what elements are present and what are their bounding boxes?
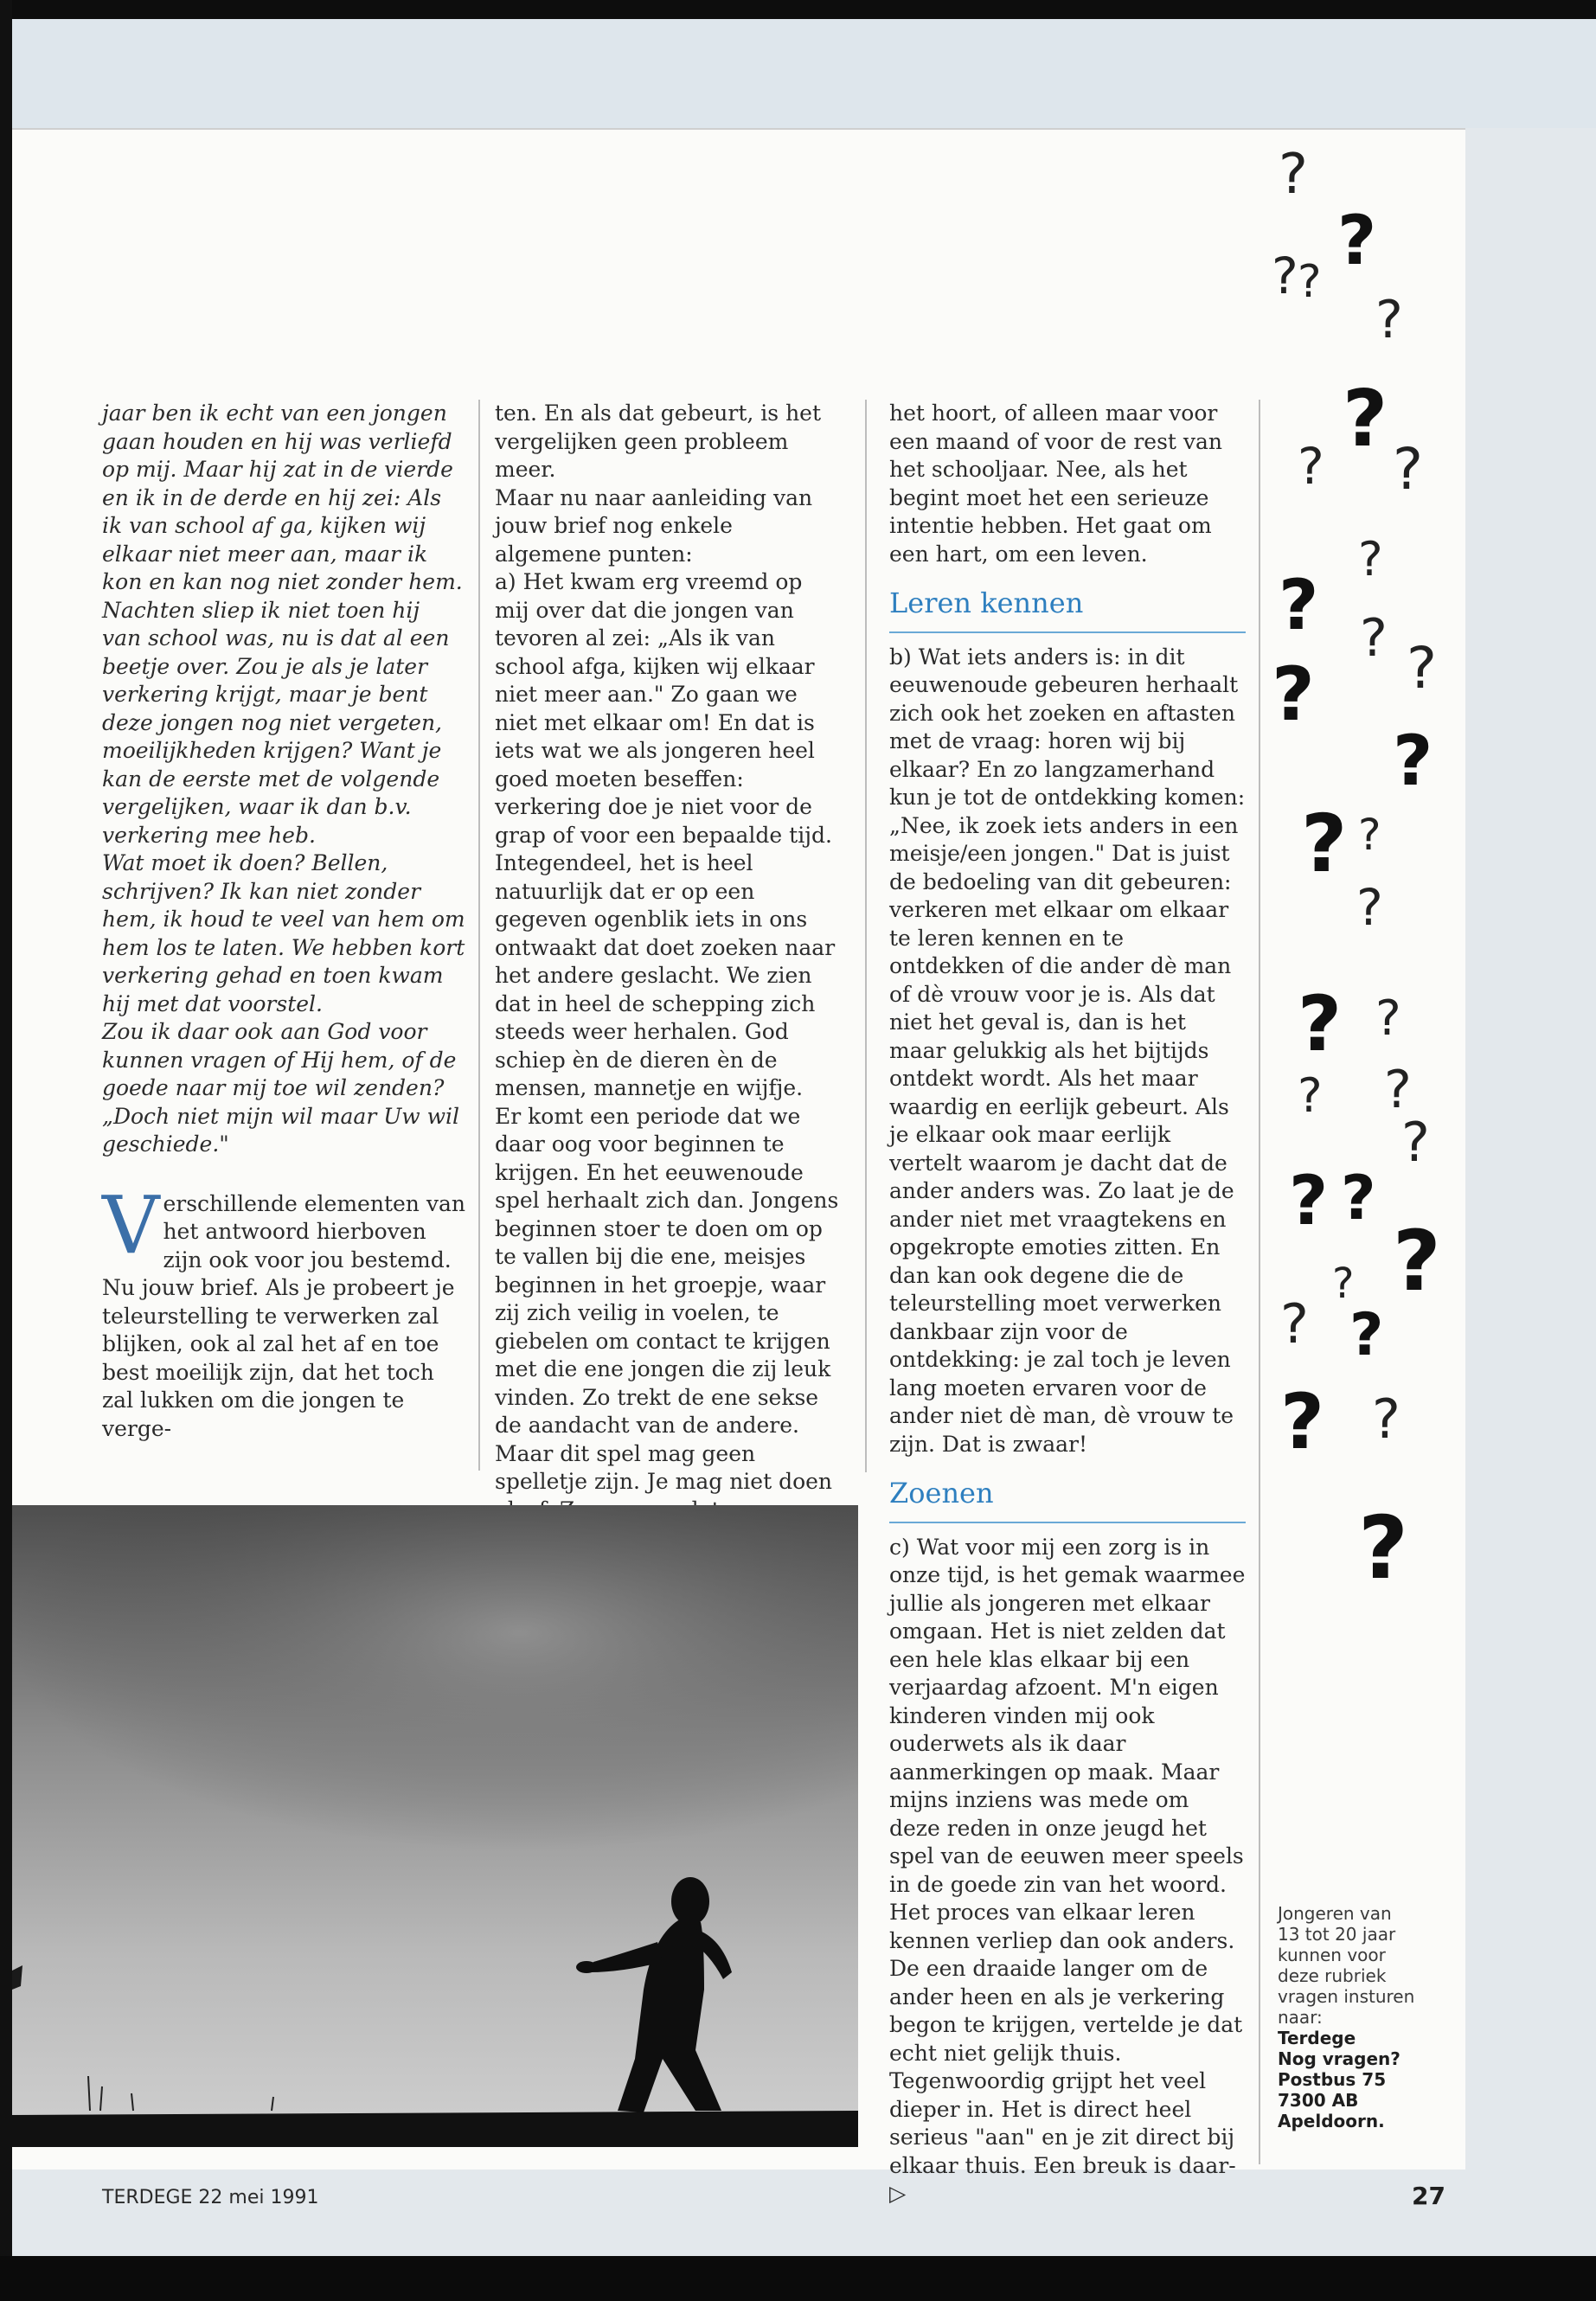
question-mark-icon: ?: [1393, 721, 1433, 801]
column-1: [102, 400, 465, 1443]
body-paragraph: Maar nu naar aanleiding van jouw brief nog enkele algemene punten:: [495, 484, 813, 567]
question-mark-icon: ?: [1279, 565, 1319, 645]
question-mark-icon: ?: [1372, 1388, 1401, 1451]
question-mark-icon: ?: [1384, 1060, 1412, 1120]
continue-arrow-icon: ▷: [889, 2181, 907, 2206]
scan-top-band: [12, 19, 1596, 128]
question-mark-icon: ?: [1407, 635, 1438, 702]
body-text: c) Wat voor mij een zorg is in onze tijd, is het gemak waarmee jullie als jongeren met elkaar omgaan. Het is niet zelden dat een hele klas elkaar bij een verjaardag afzoent. M'n eigen kinderen vinden mij ook ouderwets als ik daar aanmerkingen op maak. Maar mijns inziens was mede om deze reden in onze jeugd het spel van de eeuwen meer speels in de goede zin van het woord. Het proces van elkaar leren kennen verliep dan ook anders. De een draaide langer om de ander heen en als je verkering begon te krijgen, vertelde je dat echt niet gelijk thuis. Tegenwoordig grijpt het veel dieper in. Het is direct heel serieus "aan" en je zit direct bij elkaar thuis. Een breuk is daar-: [889, 1534, 1246, 2178]
drop-cap: V: [102, 1178, 160, 1272]
question-mark-icon: ?: [1301, 798, 1348, 890]
column-divider: [478, 400, 480, 1471]
scan-edge-top: [0, 0, 1596, 19]
answer-lead-paragraph: [102, 1178, 465, 1444]
question-mark-icon: ?: [1358, 1497, 1409, 1599]
question-mark-icon: ?: [1298, 979, 1343, 1068]
silhouette-photo: [12, 1505, 858, 2147]
question-mark-icon: ?: [1360, 608, 1388, 669]
question-mark-icon: ?: [1298, 1068, 1323, 1123]
question-mark-icon: ?: [1289, 1163, 1329, 1240]
column-3: [889, 400, 1246, 2208]
column-divider: [1259, 400, 1260, 2164]
question-mark-icon: ?: [1298, 437, 1324, 496]
subheading-zoenen: Zoenen: [889, 1477, 994, 1509]
address-line: Terdege: [1278, 2028, 1356, 2048]
question-mark-icon: ?: [1393, 1213, 1441, 1310]
question-mark-icon: ?: [1349, 1301, 1384, 1369]
question-mark-decoration: [1263, 138, 1471, 1599]
question-mark-icon: ?: [1341, 1163, 1376, 1234]
question-mark-icon: ?: [1272, 247, 1298, 305]
subheading-rule: [889, 631, 1246, 633]
answer-lead-text: erschillende elementen van het antwoord hierboven zijn ook voor jou bestemd. Nu jouw brief. Als je probeert je teleurstelling te verwerken zal blijken, ook al zal het af en toe best moeilijk zijn, dat het toch zal lukken om die jongen te verge-: [102, 1190, 465, 1441]
question-paragraph: Zou ik daar ook aan God voor kunnen vragen of Hij hem, of de goede naar mij toe wil zenden? „Doch niet mijn wil maar Uw wil geschiede.": [102, 1019, 460, 1157]
clouds: [12, 1505, 858, 1868]
address-line: Nog vragen?: [1278, 2048, 1401, 2069]
page-number: 27: [1412, 2182, 1445, 2210]
body-paragraph: [889, 1534, 1246, 2208]
body-paragraph: het hoort, of alleen maar voor een maand of voor de rest van het schooljaar. Nee, als het begint moet het een serieuze intentie hebben. Het gaat om een hart, om een leven.: [889, 401, 1223, 567]
contact-text: Jongeren van 13 tot 20 jaar kunnen voor deze rubriek vragen insturen naar:: [1278, 1903, 1415, 2028]
question-mark-icon: ?: [1332, 1259, 1355, 1308]
question-mark-icon: ?: [1356, 878, 1383, 937]
question-mark-icon: ?: [1343, 374, 1388, 465]
address-line: Postbus 75: [1278, 2069, 1387, 2090]
photo-illustration: [12, 1505, 858, 2147]
contact-box: [1278, 1903, 1416, 2131]
question-mark-icon: ?: [1358, 810, 1381, 860]
scan-edge-left: [0, 0, 12, 2301]
question-mark-icon: ?: [1298, 256, 1322, 308]
question-paragraph: Wat moet ik doen? Bellen, schrijven? Ik kan niet zonder hem, ik houd te veel van hem om hem los te laten. We hebben kort verkering gehad en toen kwam hij met dat voorstel.: [102, 850, 465, 1016]
subheading-rule: [889, 1522, 1246, 1523]
body-paragraph: ten. En als dat gebeurt, is het vergelijken geen probleem meer.: [495, 401, 822, 482]
body-paragraph: b) Wat iets anders is: in dit eeuwenoude gebeuren herhaalt zich ook het zoeken en aftasten met de vraag: horen wij bij elkaar? En zo langzamerhand kun je tot de ontdekking komen: „Nee, ik zoek iets anders in een meisje/een jongen." Dat is juist de bedoeling van dit gebeuren: verkeren met elkaar om elkaar te leren kennen en te ontdekken of die ander dè man of dè vrouw voor je is. Als dat niet het geval is, dan is het maar gelukkig als het bijtijds ontdekt wordt. Als het maar waardig en eerlijk gebeurt. Als je elkaar ook maar eerlijk vertelt waarom je dacht dat de ander anders was. Zo laat je de ander niet met vraagtekens en opgekropte emoties zitten. En dan kan ook degene die de teleurstelling moet verwerken dankbaar zijn voor de ontdekking: je zal toch je leven lang moeten ervaren voor de ander niet dè man, dè vrouw te zijn. Dat is zwaar!: [889, 644, 1246, 1457]
question-mark-icon: ?: [1393, 436, 1424, 503]
question-mark-icon: ?: [1280, 1292, 1309, 1356]
scan-edge-bottom: [0, 2256, 1596, 2301]
question-mark-icon: ?: [1375, 290, 1403, 350]
question-mark-icon: ?: [1337, 202, 1377, 280]
body-paragraph: a) Het kwam erg vreemd op mij over dat die jongen van tevoren al zei: „Als ik van school afga, kijken wij elkaar niet meer aan." Zo gaan we niet met elkaar om! En dat is iets wat we als jongeren heel goed moeten beseffen: verkering doe je niet voor de grap of voor een bepaalde tijd. Integendeel, het is heel natuurlijk dat er op een gegeven ogenblik iets in ons ontwaakt dat doet zoeken naar het andere geslacht. We zien dat in heel de schepping zich steeds weer herhalen. God schiep èn de dieren èn de mensen, mannetje en wijfje.: [495, 569, 836, 1100]
ground: [12, 2111, 858, 2147]
body-paragraph: Er komt een periode dat we daar oog voor beginnen te krijgen. En het eeuwenoude spel herhaalt zich dan. Jongens beginnen stoer te doen om op te vallen bij die ene, meisjes beginnen in het groepje, waar zij zich veilig in voelen, te giebelen om contact te krijgen met die ene jongen die zij leuk vinden. Zo trekt de ene sekse de aandacht van de andere. Maar dit spel mag geen spelletje zijn. Je mag niet doen: [495, 1103, 839, 1494]
question-mark-icon: ?: [1358, 532, 1383, 586]
subheading-leren-kennen: Leren kennen: [889, 586, 1084, 619]
question-mark-icon: ?: [1280, 1377, 1325, 1466]
question-mark-icon: ?: [1279, 143, 1308, 207]
question-mark-icon: ?: [1375, 990, 1401, 1047]
address-line: Apeldoorn.: [1278, 2111, 1385, 2131]
question-paragraph: jaar ben ik echt van een jongen gaan houden en hij was verliefd op mij. Maar hij zat in de vierde en ik in de derde en hij zei: Als ik van school af ga, kijken wij elkaar niet meer aan, maar ik kon en kan nog niet zonder hem. Nachten sliep ik niet toen hij van school was, nu is dat al een beetje over. Zou je als je later verkering krijgt, maar je bent deze jongen nog niet vergeten, moeilijkheden krijgen? Want je kan de eerste met de volgende vergelijken, waar ik dan b.v. verkering mee heb.: [102, 401, 463, 848]
address-line: 7300 AB: [1278, 2090, 1359, 2111]
question-mark-icon: ?: [1401, 1111, 1430, 1174]
question-mark-icon: ?: [1272, 651, 1315, 738]
column-2: [495, 400, 839, 1524]
publication-footer: TERDEGE 22 mei 1991: [102, 2187, 319, 2208]
column-divider: [865, 400, 867, 1472]
